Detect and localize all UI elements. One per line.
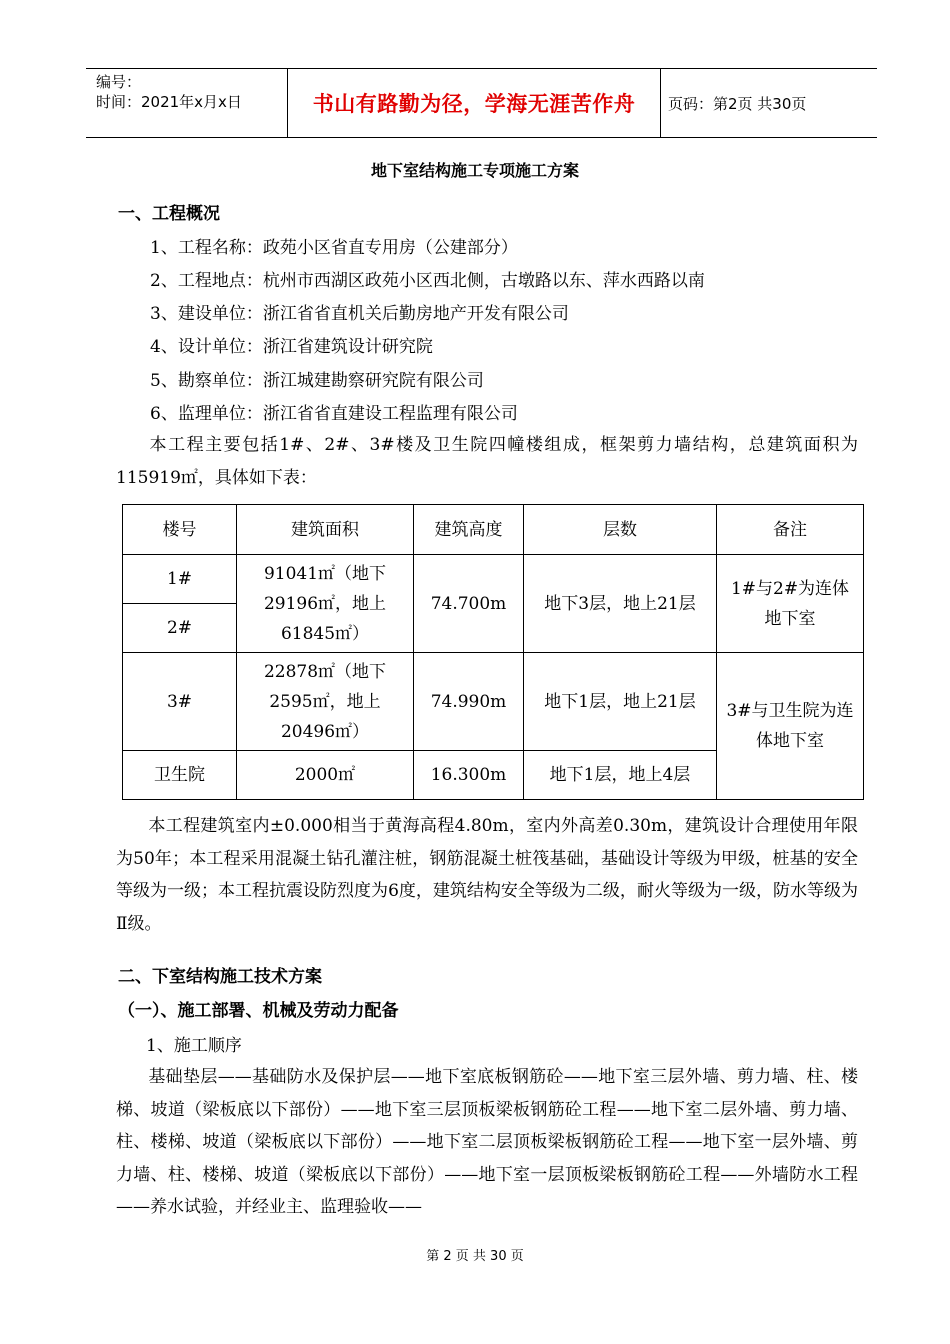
table-cell: 地下1层，地上4层 (524, 751, 717, 800)
list-item: 2、工程地点：杭州市西湖区政苑小区西北侧，古墩路以东、萍水西路以南 (150, 271, 705, 291)
intro-text: 本工程主要包括1#、2#、3#楼及卫生院四幢楼组成，框架剪力墙结构，总建筑面积为115919㎡，具体如下表： (116, 435, 858, 488)
table-cell: 74.990m (414, 653, 524, 751)
table-cell: 22878㎡（地下2595㎡，地上20496㎡） (237, 653, 414, 751)
list-item: 1、施工顺序 (146, 1036, 242, 1056)
table-cell: 地下3层，地上21层 (524, 555, 717, 653)
table-cell: 74.700m (414, 555, 524, 653)
table-cell: 地下1层，地上21层 (524, 653, 717, 751)
page-footer: 第 2 页 共 30 页 (426, 1249, 524, 1264)
document-title: 地下室结构施工专项施工方案 (370, 161, 579, 180)
header-motto: 书山有路勤为径，学海无涯苦作舟 (312, 91, 636, 116)
table-cell: 3# (123, 653, 237, 751)
table-cell: 3#与卫生院为连体地下室 (717, 653, 864, 800)
table-header: 建筑高度 (414, 505, 524, 555)
list-item: 6、监理单位：浙江省省直建设工程监理有限公司 (150, 404, 518, 424)
header-meta (86, 69, 286, 137)
table-row (123, 653, 864, 751)
sequence-text: 基础垫层——基础防水及保护层——地下室底板钢筋砼——地下室三层外墙、剪力墙、柱、楼梯、坡道（梁板底以下部份）——地下室三层顶板梁板钢筋砼工程——地下室二层外墙、剪力墙、柱、楼梯、坡道（梁板底以下部份）——地下室二层顶板梁板钢筋砼工程——地下室一层外墙、剪力墙、柱、楼梯、坡道（梁板底以下部份）——地下室一层顶板梁板钢筋砼工程——外墙防水工程——养水试验，并经业主、监理验收—— (116, 1067, 858, 1217)
details-text: 本工程建筑室内±0.000相当于黄海高程4.80m，室内外高差0.30m，建筑设计合理使用年限为50年；本工程采用混凝土钻孔灌注桩，钢筋混凝土桩筏基础，基础设计等级为甲级，桩基的安全等级为一级；本工程抗震设防烈度为6度，建筑结构安全等级为二级，耐火等级为一级，防水等级为Ⅱ级。 (116, 816, 858, 934)
table-cell: 卫生院 (123, 751, 237, 800)
table-header: 楼号 (123, 505, 237, 555)
details-paragraph (116, 810, 858, 940)
table-cell: 1#与2#为连体地下室 (717, 555, 864, 653)
table-header: 备注 (717, 505, 864, 555)
header-page-label: 页码：第2页 共30页 (668, 94, 807, 113)
page-header (86, 68, 877, 138)
subsection-heading: （一）、施工部署、机械及劳动力配备 (118, 1001, 399, 1021)
table-row (123, 555, 864, 604)
table-header-row (123, 505, 864, 555)
intro-paragraph (116, 429, 858, 494)
list-item: 5、勘察单位：浙江城建勘察研究院有限公司 (150, 371, 484, 391)
list-item: 1、工程名称：政苑小区省直专用房（公建部分） (150, 238, 518, 258)
table-cell: 16.300m (414, 751, 524, 800)
section-heading: 二、下室结构施工技术方案 (118, 967, 322, 987)
table-cell: 91041㎡（地下29196㎡，地上61845㎡） (237, 555, 414, 653)
number-label: 编号： (96, 73, 142, 91)
table-header: 建筑面积 (237, 505, 414, 555)
list-item: 4、设计单位：浙江省建筑设计研究院 (150, 337, 433, 357)
building-table (122, 504, 864, 800)
table-cell: 2# (123, 604, 237, 653)
list-item: 3、建设单位：浙江省省直机关后勤房地产开发有限公司 (150, 304, 569, 324)
section-heading: 一、工程概况 (118, 204, 220, 224)
header-divider (660, 69, 661, 137)
table-header: 层数 (524, 505, 717, 555)
table-cell: 2000㎡ (237, 751, 414, 800)
table-cell: 1# (123, 555, 237, 604)
sequence-paragraph (116, 1061, 858, 1224)
time-label: 时间：2021年x月x日 (96, 93, 242, 111)
